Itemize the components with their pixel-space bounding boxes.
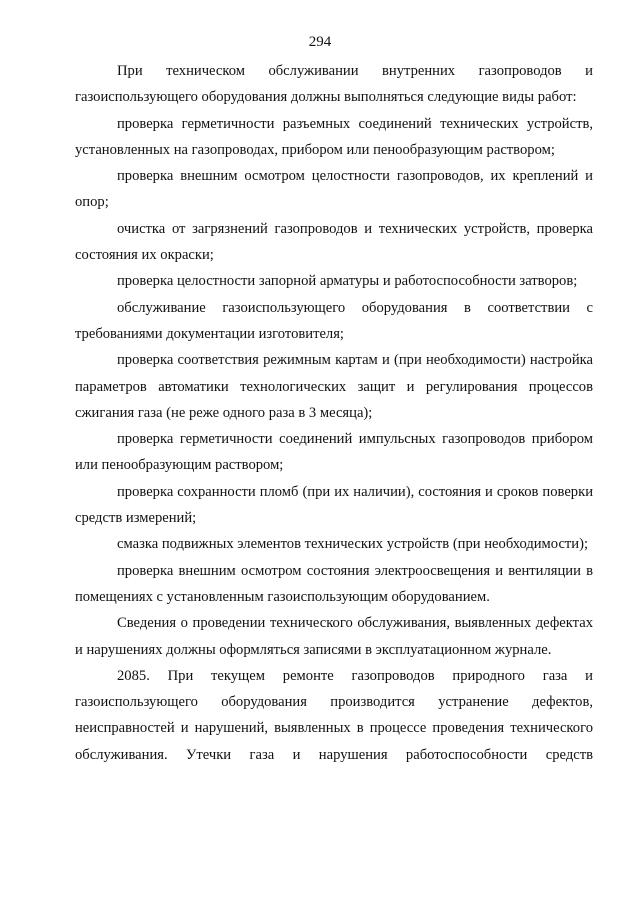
list-item-leak-test: проверка герметичности разъемных соединений технических устройств, установленных на газопроводах, прибором или пенообразующим раствором; bbox=[75, 115, 593, 158]
list-item-impulse-lines: проверка герметичности соединений импульсных газопроводов прибором или пенообразующим раствором; bbox=[75, 431, 593, 474]
list-item-visual-inspection: проверка внешним осмотром целостности газопроводов, их креплений и опор; bbox=[75, 168, 593, 211]
list-item-equipment-service: обслуживание газоиспользующего оборудования в соответствии с требованиями документации изготовителя; bbox=[75, 299, 593, 342]
paragraph-intro: При техническом обслуживании внутренних газопроводов и газоиспользующего оборудования должны выполняться следующие виды работ: bbox=[75, 63, 593, 106]
list-item-lubrication: смазка подвижных элементов технических устройств (при необходимости); bbox=[117, 536, 589, 553]
paragraph-records: Сведения о проведении технического обслуживания, выявленных дефектах и нарушениях должны оформляться записями в эксплуатационном журнале. bbox=[75, 615, 593, 658]
paragraph-2085: 2085. При текущем ремонте газопроводов природного газа и газоиспользующего оборудования производится устранение дефектов, неисправностей и нарушений, выявленных в процессе проведения технического обслуживания. Утечки газа и нарушения работоспособности средств bbox=[75, 667, 593, 763]
document-body bbox=[75, 58, 593, 768]
list-item-valves: проверка целостности запорной арматуры и работоспособности затворов; bbox=[117, 273, 578, 290]
page-number: 294 bbox=[308, 34, 332, 50]
list-item-mode-maps: проверка соответствия режимным картам и (при необходимости) настройка параметров автоматики технологических защит и регулирования процессов сжигания газа (не реже одного раза в 3 месяца); bbox=[75, 352, 593, 421]
list-item-lighting-ventilation: проверка внешним осмотром состояния электроосвещения и вентиляции в помещениях с установленным газоиспользующим оборудованием. bbox=[75, 562, 593, 605]
list-item-seals: проверка сохранности пломб (при их наличии), состояния и сроков поверки средств измерений; bbox=[75, 483, 593, 527]
list-item-cleaning: очистка от загрязнений газопроводов и технических устройств, проверка состояния их окраски; bbox=[75, 220, 593, 264]
